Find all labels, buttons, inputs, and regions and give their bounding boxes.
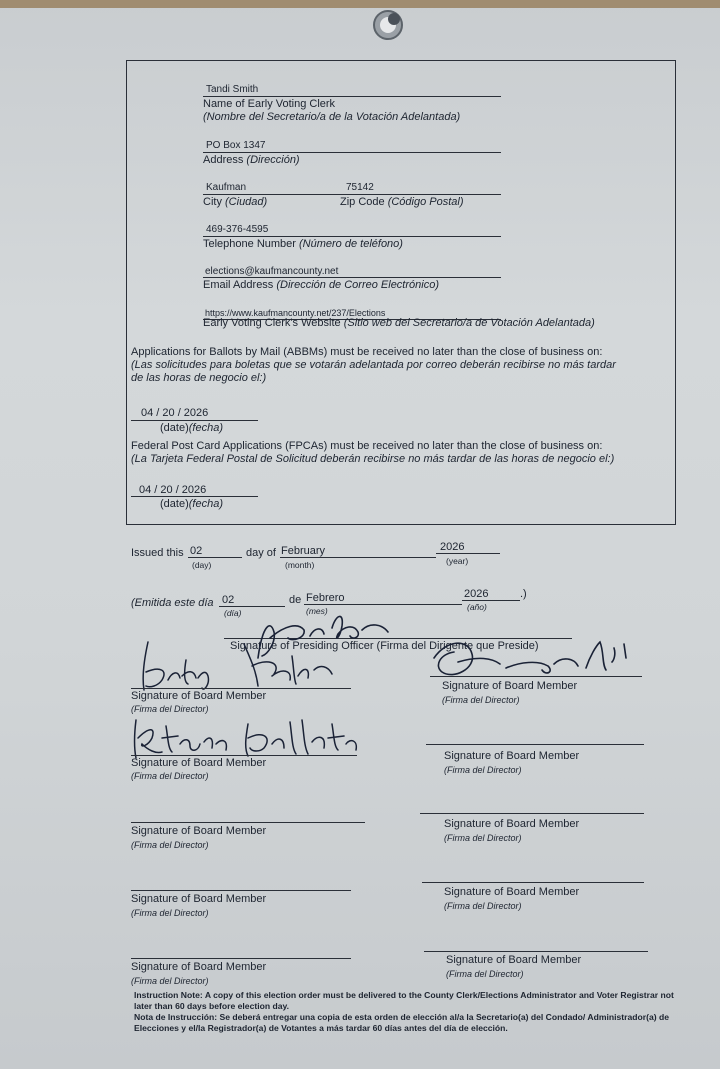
board-label-8: Signature of Board Member <box>444 886 580 898</box>
address-label: Address (Dirección) <box>203 154 300 166</box>
phone-label: Telephone Number (Número de teléfono) <box>203 238 403 250</box>
fpca-text: Federal Post Card Applications (FPCAs) must be received no later than the close of business on: <box>131 440 603 452</box>
board-label-6: Signature of Board Member <box>444 818 580 830</box>
city-value: Kaufman <box>206 182 247 193</box>
email-label: Email Address (Dirección de Correo Electrónico) <box>203 279 439 291</box>
website-value: https://www.kaufmancounty.net/237/Elections <box>205 308 386 318</box>
board-label-3: Signature of Board Member <box>131 757 267 769</box>
issued-year-label-es: (año) <box>467 602 487 612</box>
issued-year-value-es: 2026 <box>464 588 489 600</box>
board-label-es-5: (Firma del Director) <box>131 840 209 850</box>
board-label-es-10: (Firma del Director) <box>446 969 524 979</box>
abbm-text-es-2: de las horas de negocio el:) <box>131 372 267 384</box>
zip-label: Zip Code (Código Postal) <box>340 196 464 208</box>
issued-close-es: .) <box>520 588 527 600</box>
issued-prefix-es: (Emitida este día <box>131 597 214 609</box>
city-label: City (Ciudad) <box>203 196 268 208</box>
issued-month-value: February <box>281 545 326 557</box>
fpca-text-es: (La Tarjeta Federal Postal de Solicitud deberán recibirse no más tardar de las horas de negocio el:) <box>131 453 615 465</box>
issued-year-value: 2026 <box>440 541 465 553</box>
abbm-text: Applications for Ballots by Mail (ABBMs) must be received no later than the close of business on: <box>131 346 603 358</box>
board-label-9: Signature of Board Member <box>131 961 267 973</box>
board-label-10: Signature of Board Member <box>446 954 582 966</box>
board-label-1: Signature of Board Member <box>131 690 267 702</box>
instruction-note-en: Instruction Note: A copy of this election order must be delivered to the County Clerk/Elections Administrator and Voter Registrar not later than 60 days before election day. <box>134 990 674 1011</box>
website-label: Early Voting Clerk's Website (Sitio web del Secretario/a de Votación Adelantada) <box>203 317 595 329</box>
issued-day-of: day of <box>246 547 276 559</box>
board-label-es-6: (Firma del Director) <box>444 833 522 843</box>
board-label-es-3: (Firma del Director) <box>131 771 209 781</box>
address-value: PO Box 1347 <box>206 140 266 151</box>
issued-day-value: 02 <box>190 545 203 557</box>
board-label-es-9: (Firma del Director) <box>131 976 209 986</box>
abbm-date-value: 04 / 20 / 2026 <box>141 407 209 419</box>
issued-day-label: (day) <box>192 560 212 570</box>
fpca-date-label: (date)(fecha) <box>160 498 223 510</box>
board-label-4: Signature of Board Member <box>444 750 580 762</box>
issued-prefix: Issued this <box>131 547 184 559</box>
issued-de: de <box>289 594 302 606</box>
zip-value: 75142 <box>346 182 374 193</box>
board-signature-2 <box>428 628 638 688</box>
instruction-note-es: Nota de Instrucción: Se deberá entregar una copia de esta orden de elección al/a la Secretario(a) del Condado/ Administrador(a) de Elecciones y el/la Registrador(a) de Votantes a más tardar 60 días antes del día de elección. <box>134 1012 670 1033</box>
clerk-name-label-es: (Nombre del Secretario/a de la Votación Adelantada) <box>203 111 461 123</box>
issued-month-label-es: (mes) <box>306 606 328 616</box>
board-label-es-4: (Firma del Director) <box>444 765 522 775</box>
board-label-7: Signature of Board Member <box>131 893 267 905</box>
board-label-es-7: (Firma del Director) <box>131 908 209 918</box>
abbm-text-es-1: (Las solicitudes para boletas que se votarán adelantada por correo deberán recibirse no más tardar <box>131 359 616 371</box>
board-label-es-8: (Firma del Director) <box>444 901 522 911</box>
board-label-es-2: (Firma del Director) <box>442 695 520 705</box>
abbm-date-label: (date)(fecha) <box>160 422 223 434</box>
email-value: elections@kaufmancounty.net <box>205 266 339 277</box>
pushpin-icon <box>368 5 408 45</box>
board-label-5: Signature of Board Member <box>131 825 267 837</box>
board-signature-3 <box>128 708 360 762</box>
issued-month-value-es: Febrero <box>306 592 345 604</box>
table-edge <box>0 0 720 8</box>
clerk-name-label: Name of Early Voting Clerk <box>203 98 336 110</box>
phone-value: 469-376-4595 <box>206 224 269 235</box>
presiding-officer-label: Signature of Presiding Officer (Firma del Dirigente que Preside) <box>230 640 539 652</box>
issued-year-label: (year) <box>446 556 469 566</box>
board-label-es-1: (Firma del Director) <box>131 704 209 714</box>
issued-day-label-es: (día) <box>224 608 242 618</box>
instruction-note <box>134 990 682 1034</box>
fpca-date-value: 04 / 20 / 2026 <box>139 484 207 496</box>
clerk-name-value: Tandi Smith <box>206 84 259 95</box>
board-label-2: Signature of Board Member <box>442 680 578 692</box>
issued-month-label: (month) <box>285 560 315 570</box>
issued-day-value-es: 02 <box>222 594 235 606</box>
board-signature-1 <box>132 636 352 692</box>
